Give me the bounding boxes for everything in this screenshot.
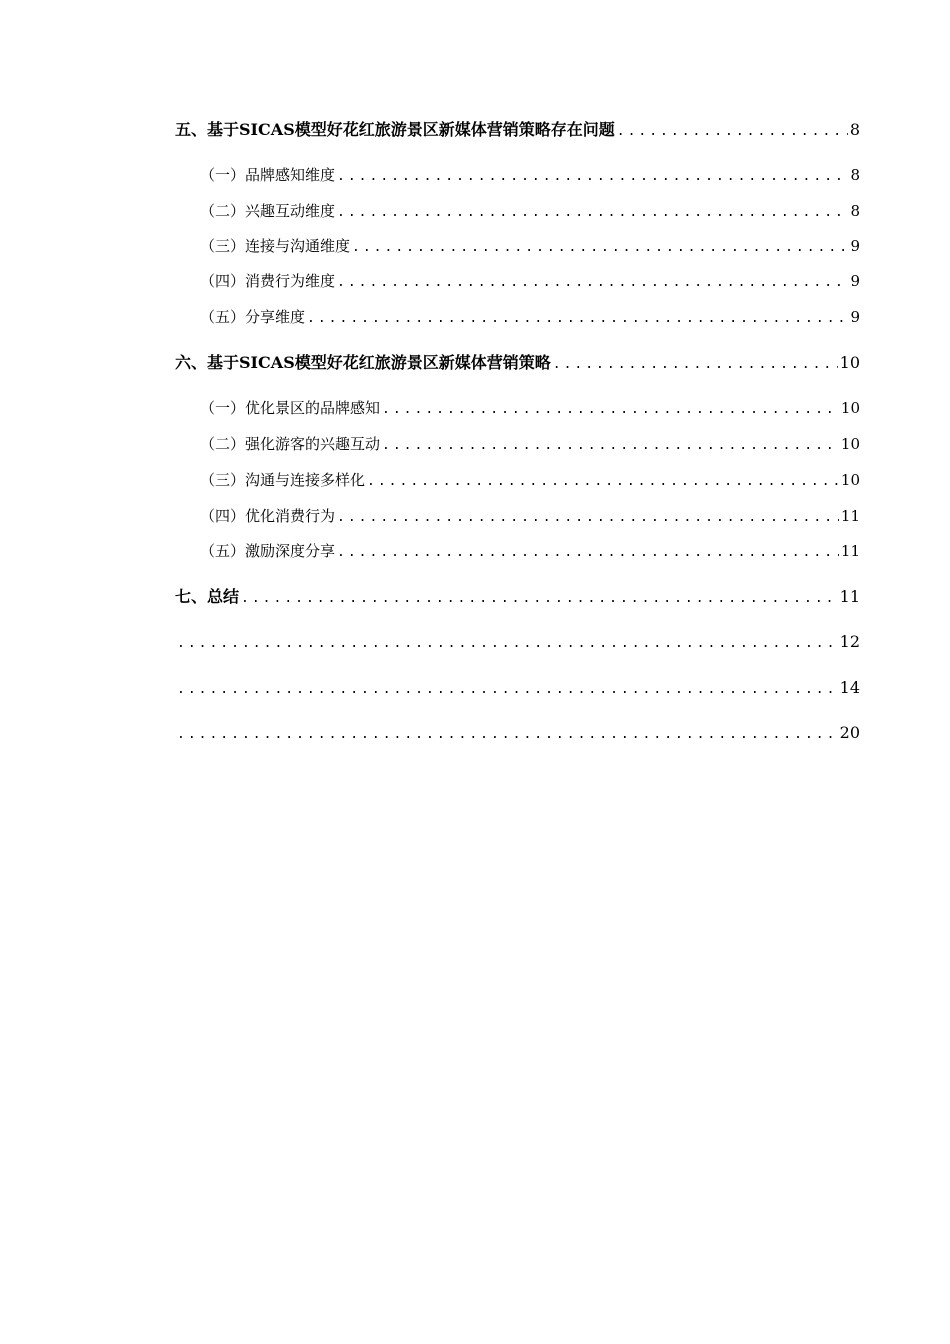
toc-entry-title: （二）强化游客的兴趣互动 <box>200 435 381 453</box>
toc-entry-unlabeled-2[interactable] <box>175 676 860 700</box>
toc-entry-title: 七、总结 <box>175 587 240 606</box>
toc-entry-title: （四）优化消费行为 <box>200 507 336 525</box>
toc-page-number: 8 <box>849 120 860 139</box>
toc-entry-6-5[interactable] <box>200 539 860 563</box>
toc-dot-leader <box>177 632 838 654</box>
toc-dot-leader <box>367 470 839 492</box>
toc-page-number: 14 <box>839 678 860 697</box>
toc-entry-6-1[interactable] <box>200 396 860 420</box>
toc-entry-5-2[interactable] <box>200 199 860 223</box>
toc-page-number: 10 <box>840 435 860 453</box>
toc-entry-5-4[interactable] <box>200 269 860 293</box>
toc-entry-title: （五）分享维度 <box>200 308 306 326</box>
toc-entry-section-5[interactable] <box>175 118 860 142</box>
toc-entry-title: 六、基于SICAS模型好花红旅游景区新媒体营销策略 <box>175 353 551 372</box>
toc-page-number: 8 <box>850 202 860 220</box>
toc-entry-unlabeled-1[interactable] <box>175 630 860 654</box>
toc-page-number: 10 <box>839 353 860 372</box>
toc-entry-title: （三）连接与沟通维度 <box>200 237 351 255</box>
toc-entry-6-4[interactable] <box>200 504 860 528</box>
toc-entry-title: （一）品牌感知维度 <box>200 166 336 184</box>
toc-entry-title: （四）消费行为维度 <box>200 272 336 290</box>
toc-entry-title: （五）激励深度分享 <box>200 542 336 560</box>
toc-entry-6-2[interactable] <box>200 432 860 456</box>
toc-dot-leader <box>241 587 838 609</box>
toc-dot-leader <box>337 541 839 563</box>
toc-page-number: 12 <box>839 632 860 651</box>
toc-dot-leader <box>337 271 848 293</box>
toc-entry-title: （二）兴趣互动维度 <box>200 202 336 220</box>
toc-entry-title: （一）优化景区的品牌感知 <box>200 399 381 417</box>
toc-dot-leader <box>307 307 848 329</box>
toc-page-number: 10 <box>840 471 860 489</box>
toc-page-number: 20 <box>839 723 860 742</box>
toc-page-number: 11 <box>839 587 860 606</box>
toc-dot-leader <box>177 678 838 700</box>
toc-dot-leader <box>352 236 848 258</box>
toc-entry-6-3[interactable] <box>200 468 860 492</box>
toc-page-number: 8 <box>850 166 860 184</box>
toc-dot-leader <box>382 434 839 456</box>
toc-page-number: 11 <box>840 507 860 525</box>
toc-entry-unlabeled-3[interactable] <box>175 721 860 745</box>
toc-dot-leader <box>553 353 838 375</box>
toc-dot-leader <box>382 398 839 420</box>
toc-entry-5-5[interactable] <box>200 305 860 329</box>
toc-page-number: 10 <box>840 399 860 417</box>
toc-entry-title: （三）沟通与连接多样化 <box>200 471 366 489</box>
toc-entry-section-6[interactable] <box>175 351 860 375</box>
toc-entry-5-3[interactable] <box>200 234 860 258</box>
toc-entry-section-7[interactable] <box>175 585 860 609</box>
toc-entry-5-1[interactable] <box>200 163 860 187</box>
toc-page-number: 9 <box>850 272 860 290</box>
toc-page-number: 9 <box>850 237 860 255</box>
toc-dot-leader <box>337 165 848 187</box>
toc-dot-leader <box>617 120 848 142</box>
toc-dot-leader <box>177 723 838 745</box>
toc-dot-leader <box>337 201 848 223</box>
toc-page-number: 9 <box>850 308 860 326</box>
toc-dot-leader <box>337 506 839 528</box>
toc-entry-title: 五、基于SICAS模型好花红旅游景区新媒体营销策略存在问题 <box>175 120 615 139</box>
toc-page-number: 11 <box>840 542 860 560</box>
